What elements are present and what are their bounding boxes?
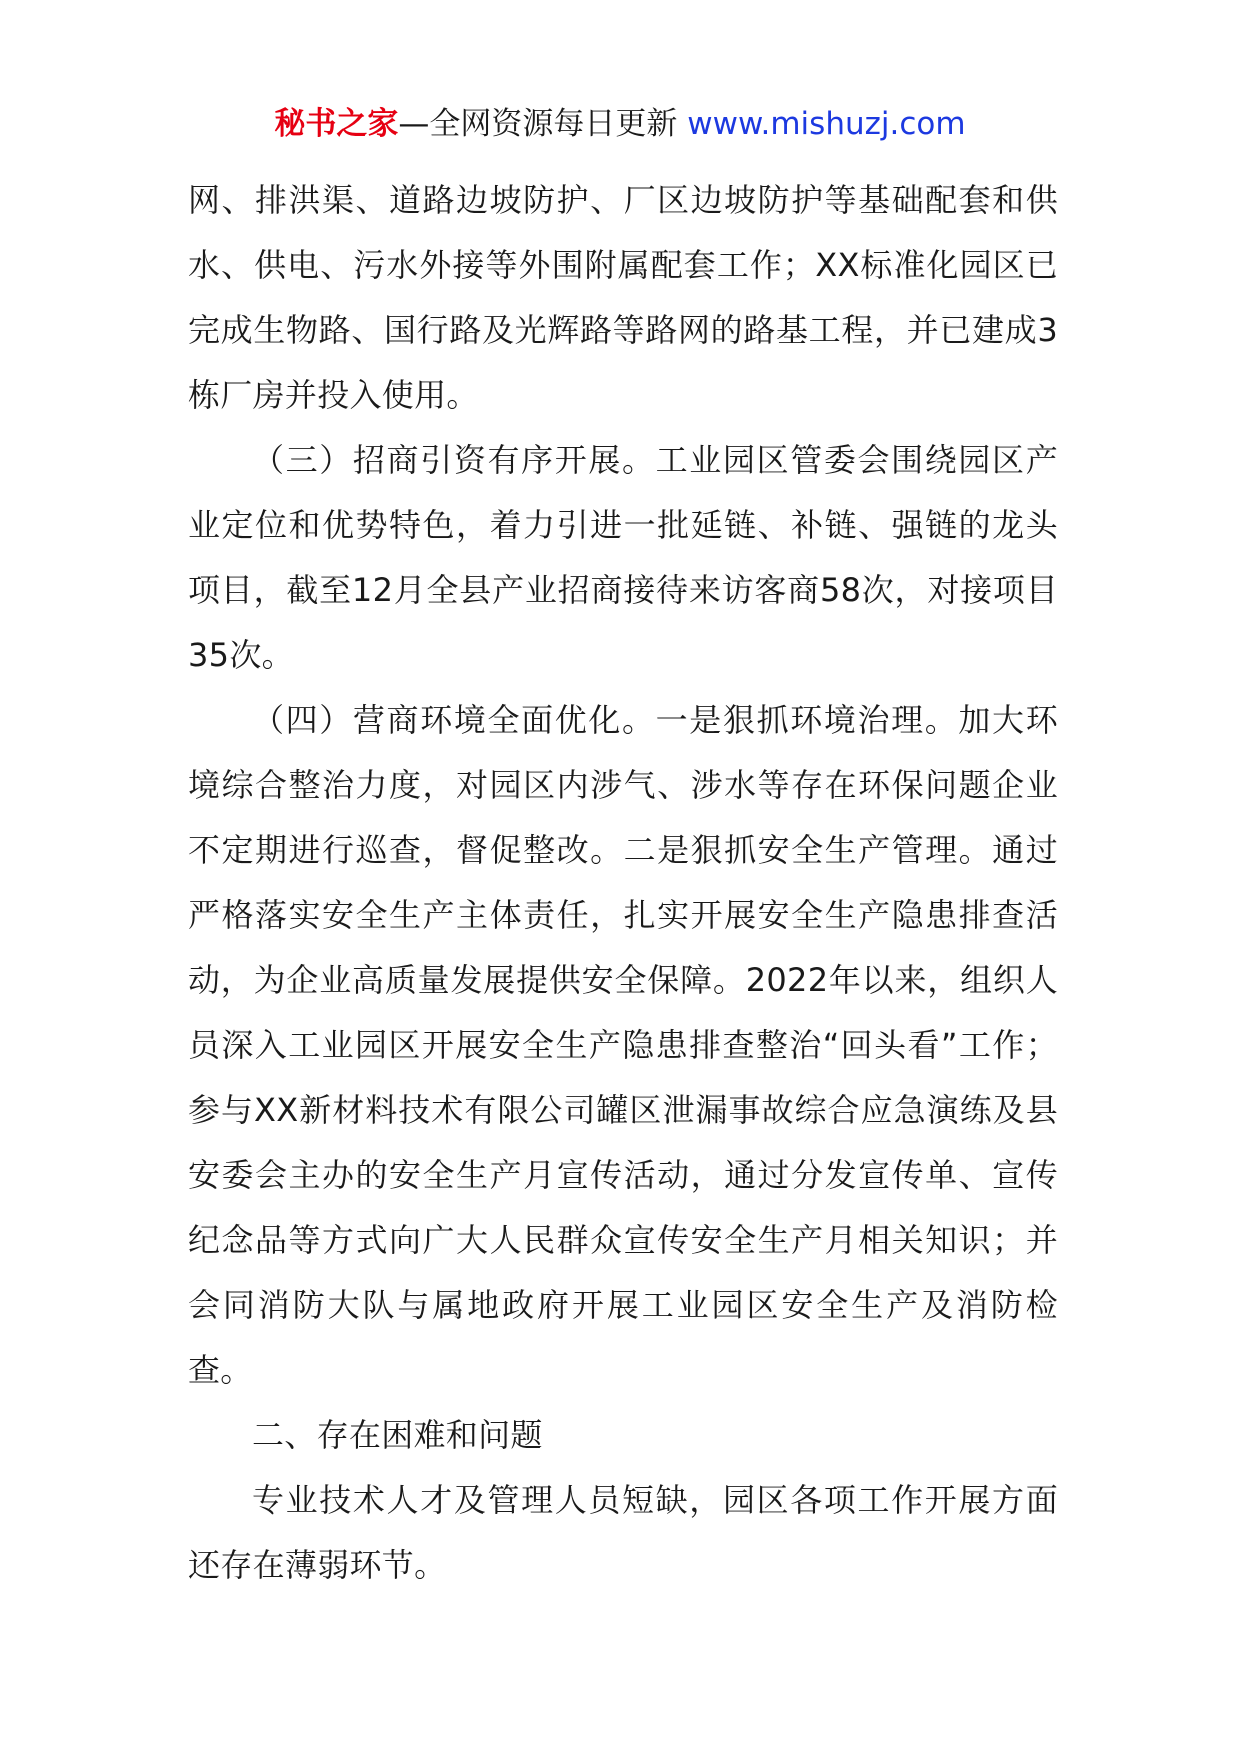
paragraph-investment: （三）招商引资有序开展。工业园区管委会围绕园区产业定位和优势特色，着力引进一批延链、补链、强链的龙头项目，截至12月全县产业招商接待来访客商58次，对接项目35次。: [188, 441, 1058, 674]
paragraph-business-environment: （四）营商环境全面优化。一是狠抓环境治理。加大环境综合整治力度，对园区内涉气、涉水等存在环保问题企业不定期进行巡查，督促整改。二是狠抓安全生产管理。通过严格落实安全生产主体责任，扎实开展安全生产隐患排查活动，为企业高质量发展提供安全保障。2022年以来，组织人员深入工业园区开展安全生产隐患排查整治“回头看”工作；参与XX新材料技术有限公司罐区泄漏事故综合应急演练及县安委会主办的安全生产月宣传活动，通过分发宣传单、宣传纪念品等方式向广大人民群众宣传安全生产月相关知识；并会同消防大队与属地政府开展工业园区安全生产及消防检查。: [188, 701, 1058, 1389]
header-tagline: —全网资源每日更新: [398, 106, 688, 142]
document-body: [188, 168, 1058, 1598]
website-url[interactable]: www.mishuzj.com: [687, 106, 966, 142]
brand-name: 秘书之家: [274, 106, 399, 142]
paragraph-infrastructure: 网、排洪渠、道路边坡防护、厂区边坡防护等基础配套和供水、供电、污水外接等外围附属配套工作；XX标准化园区已完成生物路、国行路及光辉路等路网的路基工程，并已建成3栋厂房并投入使用。: [188, 181, 1058, 414]
page-header: [0, 102, 1240, 146]
section-heading-problems: 二、存在困难和问题: [252, 1416, 543, 1454]
paragraph-talent-shortage: 专业技术人才及管理人员短缺，园区各项工作开展方面还存在薄弱环节。: [188, 1481, 1058, 1584]
